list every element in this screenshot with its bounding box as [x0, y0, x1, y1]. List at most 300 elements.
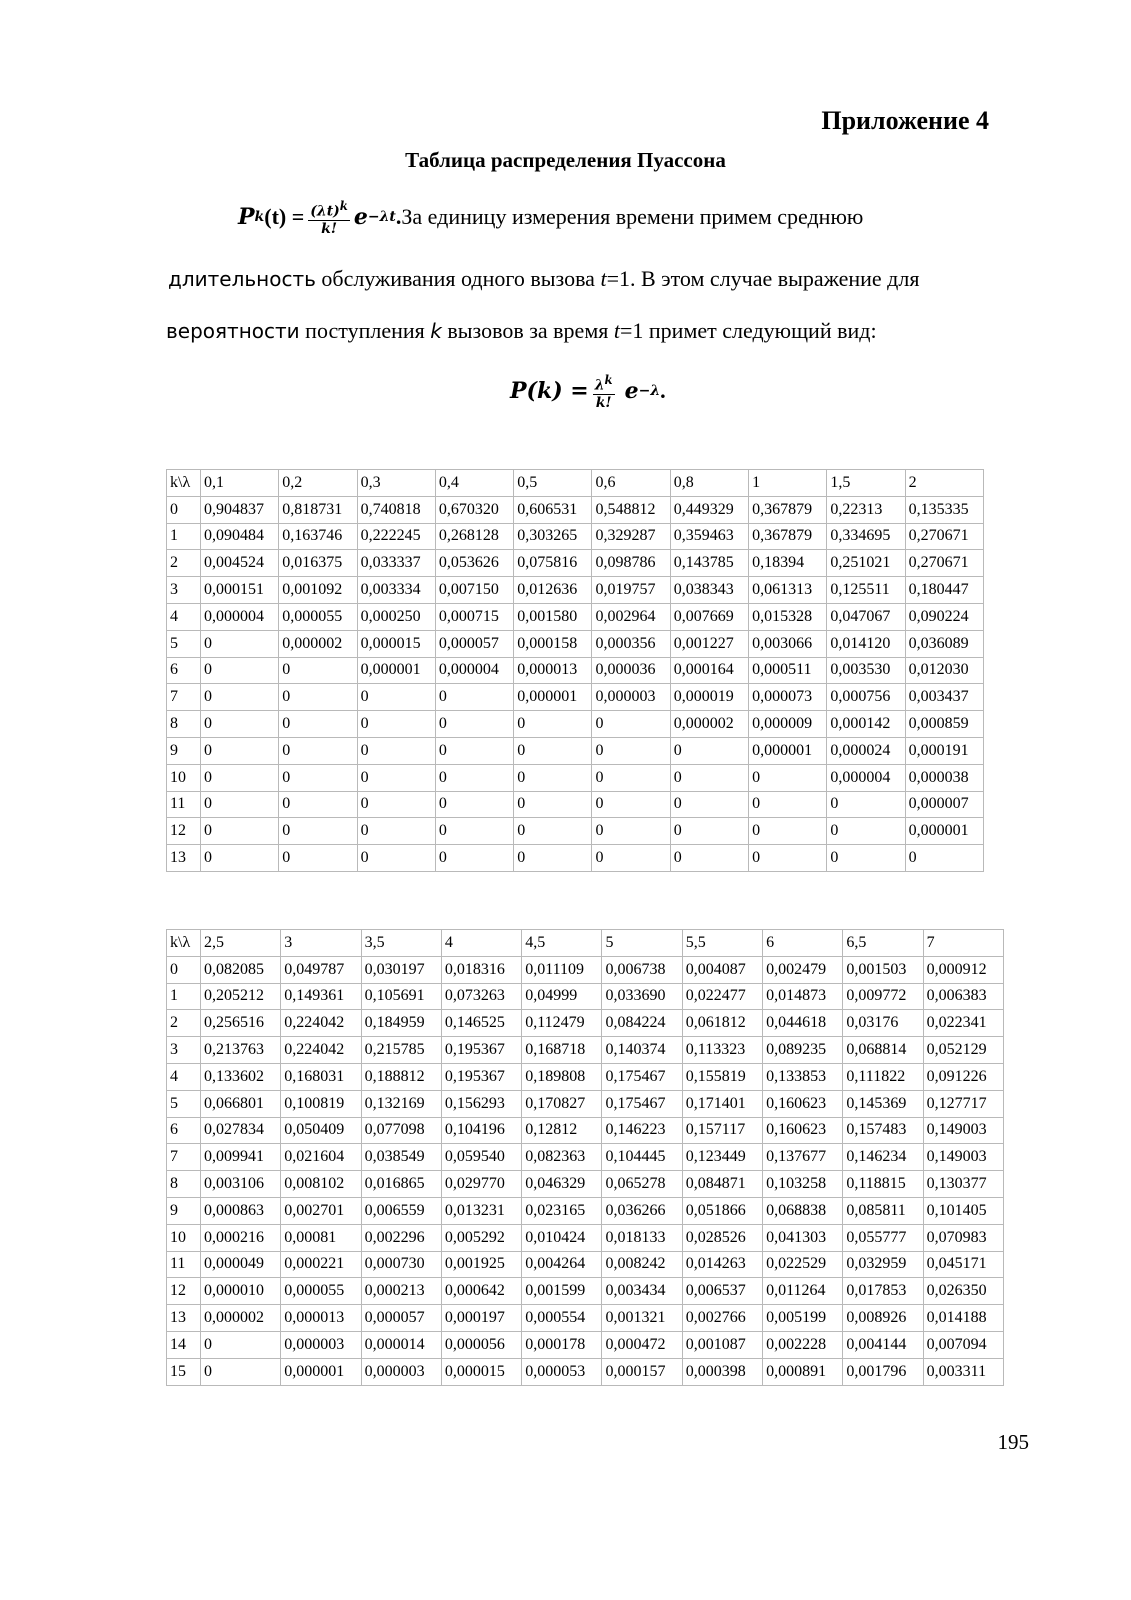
probability-cell: 0,018316 — [441, 956, 521, 983]
probability-cell: 0,149003 — [923, 1144, 1003, 1171]
probability-cell: 0,168031 — [281, 1063, 361, 1090]
probability-cell: 0,213763 — [201, 1037, 281, 1064]
table-row — [167, 550, 984, 577]
probability-cell: 0 — [514, 818, 592, 845]
text-segment: вызовов за время — [441, 318, 614, 343]
probability-cell: 0,195367 — [441, 1063, 521, 1090]
probability-cell: 0,015328 — [749, 603, 827, 630]
probability-cell: 0,000151 — [201, 577, 279, 604]
probability-cell: 0,059540 — [441, 1144, 521, 1171]
probability-cell: 0,145369 — [843, 1090, 923, 1117]
lambda-header-cell: 0,3 — [357, 470, 435, 497]
probability-cell: 0,001092 — [279, 577, 357, 604]
probability-cell: 0,014120 — [827, 630, 905, 657]
lambda-header-cell: 5,5 — [682, 930, 762, 957]
text-segment: поступления — [299, 318, 431, 343]
probability-cell: 0,146223 — [602, 1117, 682, 1144]
probability-cell: 0,100819 — [281, 1090, 361, 1117]
probability-cell: 0,022529 — [763, 1251, 843, 1278]
probability-cell: 0,000057 — [361, 1305, 441, 1332]
formula2-fraction — [593, 372, 615, 411]
k-cell: 5 — [167, 630, 201, 657]
probability-cell: 0,256516 — [201, 1010, 281, 1037]
probability-cell: 0 — [279, 684, 357, 711]
lambda-header-cell: 6,5 — [843, 930, 923, 957]
probability-cell: 0,606531 — [514, 496, 592, 523]
probability-cell: 0,132169 — [361, 1090, 441, 1117]
probability-cell: 0,000730 — [361, 1251, 441, 1278]
probability-cell: 0,334695 — [827, 523, 905, 550]
probability-cell: 0,000164 — [670, 657, 748, 684]
probability-cell: 0,157483 — [843, 1117, 923, 1144]
probability-cell: 0,270671 — [905, 523, 983, 550]
k-cell: 7 — [167, 1144, 201, 1171]
page-number: 195 — [997, 1430, 1029, 1454]
probability-cell: 0,084224 — [602, 1010, 682, 1037]
probability-cell: 0 — [749, 791, 827, 818]
probability-cell: 0 — [435, 737, 513, 764]
probability-cell: 0 — [435, 845, 513, 872]
probability-cell: 0 — [670, 791, 748, 818]
probability-cell: 0,127717 — [923, 1090, 1003, 1117]
probability-cell: 0,004144 — [843, 1331, 923, 1358]
probability-cell: 0,004087 — [682, 956, 762, 983]
probability-cell: 0 — [201, 737, 279, 764]
table-row — [167, 1010, 1004, 1037]
formula-exp-base: e — [353, 204, 368, 231]
formula-exp-power: −λt — [367, 209, 396, 226]
probability-cell: 0,000642 — [441, 1278, 521, 1305]
probability-cell: 0,027834 — [201, 1117, 281, 1144]
probability-cell: 0,009941 — [201, 1144, 281, 1171]
probability-cell: 0,001925 — [441, 1251, 521, 1278]
probability-cell: 0 — [201, 711, 279, 738]
probability-cell: 0,000472 — [602, 1331, 682, 1358]
fraction-denominator: k! — [321, 220, 337, 237]
k-cell: 9 — [167, 1197, 201, 1224]
lambda-header-cell: 1,5 — [827, 470, 905, 497]
probability-cell: 0,018133 — [602, 1224, 682, 1251]
k-cell: 1 — [167, 983, 201, 1010]
fraction-numerator-power: k — [604, 373, 613, 387]
probability-cell: 0,017853 — [843, 1278, 923, 1305]
probability-cell: 0,146234 — [843, 1144, 923, 1171]
probability-cell: 0,084871 — [682, 1171, 762, 1198]
probability-cell: 0 — [749, 845, 827, 872]
table-row — [167, 1305, 1004, 1332]
probability-cell: 0,101405 — [923, 1197, 1003, 1224]
lambda-header-cell: 5 — [602, 930, 682, 957]
variable-t: t — [613, 318, 620, 343]
probability-cell: 0,367879 — [749, 496, 827, 523]
probability-cell: 0,180447 — [905, 577, 983, 604]
probability-cell: 0,189808 — [522, 1063, 602, 1090]
k-cell: 10 — [167, 1224, 201, 1251]
table-row — [167, 496, 984, 523]
probability-cell: 0,548812 — [592, 496, 670, 523]
probability-cell: 0,222245 — [357, 523, 435, 550]
probability-cell: 0,000756 — [827, 684, 905, 711]
probability-cell: 0,089235 — [763, 1037, 843, 1064]
probability-cell: 0,046329 — [522, 1171, 602, 1198]
probability-cell: 0 — [435, 791, 513, 818]
probability-cell: 0,003106 — [201, 1171, 281, 1198]
probability-cell: 0,000002 — [279, 630, 357, 657]
formula2-dot: . — [660, 378, 666, 404]
formula-p-subscript: k — [254, 209, 265, 226]
word-duration: длительность — [168, 267, 316, 291]
formula2-lhs: P(k) = — [510, 378, 589, 405]
k-cell: 1 — [167, 523, 201, 550]
probability-cell: 0,000001 — [905, 818, 983, 845]
probability-cell: 0,003437 — [905, 684, 983, 711]
probability-cell: 0 — [670, 764, 748, 791]
probability-cell: 0,007150 — [435, 577, 513, 604]
probability-cell: 0,006738 — [602, 956, 682, 983]
probability-cell: 0,000002 — [670, 711, 748, 738]
lambda-header-cell: 7 — [923, 930, 1003, 957]
table-row — [167, 523, 984, 550]
probability-cell: 0,001087 — [682, 1331, 762, 1358]
probability-cell: 0,055777 — [843, 1224, 923, 1251]
probability-cell: 0,012636 — [514, 577, 592, 604]
table-row — [167, 657, 984, 684]
lambda-header-cell: 0,5 — [514, 470, 592, 497]
probability-cell: 0 — [201, 1331, 281, 1358]
formula-fraction — [308, 198, 350, 237]
corner-cell: k\λ — [167, 470, 201, 497]
lambda-header-cell: 1 — [749, 470, 827, 497]
table-row — [167, 1224, 1004, 1251]
k-cell: 8 — [167, 1171, 201, 1198]
k-cell: 2 — [167, 1010, 201, 1037]
probability-cell: 0,091226 — [923, 1063, 1003, 1090]
probability-cell: 0,045171 — [923, 1251, 1003, 1278]
k-cell: 13 — [167, 845, 201, 872]
probability-cell: 0 — [279, 764, 357, 791]
probability-cell: 0,007669 — [670, 603, 748, 630]
probability-cell: 0 — [435, 711, 513, 738]
probability-cell: 0,130377 — [923, 1171, 1003, 1198]
paragraph-line-2 — [168, 266, 919, 292]
probability-cell: 0,049787 — [281, 956, 361, 983]
table-row — [167, 1331, 1004, 1358]
lambda-header-cell: 2 — [905, 470, 983, 497]
probability-cell: 0,000053 — [522, 1358, 602, 1385]
probability-cell: 0,038549 — [361, 1144, 441, 1171]
probability-cell: 0,070983 — [923, 1224, 1003, 1251]
probability-cell: 0,184959 — [361, 1010, 441, 1037]
probability-cell: 0,329287 — [592, 523, 670, 550]
probability-cell: 0,367879 — [749, 523, 827, 550]
probability-cell: 0,032959 — [843, 1251, 923, 1278]
probability-cell: 0,014188 — [923, 1305, 1003, 1332]
poisson-formula-unit-time — [510, 372, 666, 411]
probability-cell: 0,160623 — [763, 1090, 843, 1117]
probability-cell: 0,000014 — [361, 1331, 441, 1358]
probability-cell: 0,000912 — [923, 956, 1003, 983]
probability-cell: 0 — [827, 845, 905, 872]
probability-cell: 0,023165 — [522, 1197, 602, 1224]
k-cell: 11 — [167, 1251, 201, 1278]
probability-cell: 0,000002 — [201, 1305, 281, 1332]
probability-cell: 0 — [435, 818, 513, 845]
probability-cell: 0 — [279, 657, 357, 684]
probability-cell: 0,061313 — [749, 577, 827, 604]
probability-cell: 0,000554 — [522, 1305, 602, 1332]
k-cell: 11 — [167, 791, 201, 818]
probability-cell: 0 — [514, 737, 592, 764]
probability-cell: 0 — [514, 711, 592, 738]
probability-cell: 0,175467 — [602, 1090, 682, 1117]
probability-cell: 0,000036 — [592, 657, 670, 684]
probability-cell: 0,000056 — [441, 1331, 521, 1358]
probability-cell: 0,000356 — [592, 630, 670, 657]
probability-cell: 0,000157 — [602, 1358, 682, 1385]
probability-cell: 0,044618 — [763, 1010, 843, 1037]
table-row — [167, 577, 984, 604]
probability-cell: 0,005199 — [763, 1305, 843, 1332]
lambda-header-cell: 3,5 — [361, 930, 441, 957]
probability-cell: 0,003434 — [602, 1278, 682, 1305]
probability-cell: 0,000004 — [827, 764, 905, 791]
probability-cell: 0,03176 — [843, 1010, 923, 1037]
probability-cell: 0 — [201, 764, 279, 791]
lambda-header-cell: 4 — [441, 930, 521, 957]
probability-cell: 0,001321 — [602, 1305, 682, 1332]
probability-cell: 0 — [279, 737, 357, 764]
probability-cell: 0,000004 — [201, 603, 279, 630]
probability-cell: 0,000158 — [514, 630, 592, 657]
lambda-header-cell: 0,4 — [435, 470, 513, 497]
probability-cell: 0,160623 — [763, 1117, 843, 1144]
probability-cell: 0,157117 — [682, 1117, 762, 1144]
probability-cell: 0 — [357, 711, 435, 738]
probability-cell: 0 — [201, 630, 279, 657]
probability-cell: 0,014263 — [682, 1251, 762, 1278]
word-probability: вероятности — [166, 319, 300, 343]
probability-cell: 0,007094 — [923, 1331, 1003, 1358]
table-row — [167, 791, 984, 818]
variable-t: t — [600, 266, 607, 291]
probability-cell: 0,090224 — [905, 603, 983, 630]
formula-p: P — [238, 204, 255, 231]
probability-cell: 0,000001 — [749, 737, 827, 764]
probability-cell: 0,143785 — [670, 550, 748, 577]
probability-cell: 0,000004 — [435, 657, 513, 684]
probability-cell: 0,001580 — [514, 603, 592, 630]
probability-cell: 0 — [514, 791, 592, 818]
probability-cell: 0,047067 — [827, 603, 905, 630]
k-cell: 5 — [167, 1090, 201, 1117]
probability-cell: 0,111822 — [843, 1063, 923, 1090]
table-1-body — [167, 470, 984, 872]
probability-cell: 0,010424 — [522, 1224, 602, 1251]
probability-cell: 0,004264 — [522, 1251, 602, 1278]
probability-cell: 0,000715 — [435, 603, 513, 630]
probability-cell: 0 — [357, 684, 435, 711]
probability-cell: 0,000398 — [682, 1358, 762, 1385]
probability-cell: 0 — [279, 791, 357, 818]
probability-cell: 0 — [201, 684, 279, 711]
probability-cell: 0,000891 — [763, 1358, 843, 1385]
probability-cell: 0,000015 — [357, 630, 435, 657]
probability-cell: 0,000038 — [905, 764, 983, 791]
k-cell: 3 — [167, 577, 201, 604]
page-title: Таблица распределения Пуассона — [405, 148, 726, 172]
k-cell: 12 — [167, 818, 201, 845]
probability-cell: 0 — [357, 818, 435, 845]
probability-cell: 0 — [279, 711, 357, 738]
probability-cell: 0,149003 — [923, 1117, 1003, 1144]
table-row — [167, 737, 984, 764]
lambda-header-cell: 6 — [763, 930, 843, 957]
probability-cell: 0,041303 — [763, 1224, 843, 1251]
probability-cell: 0 — [279, 818, 357, 845]
probability-cell: 0,112479 — [522, 1010, 602, 1037]
probability-cell: 0,359463 — [670, 523, 748, 550]
probability-cell: 0,022341 — [923, 1010, 1003, 1037]
probability-cell: 0,022477 — [682, 983, 762, 1010]
formula-dot: . — [395, 204, 402, 230]
probability-cell: 0,168718 — [522, 1037, 602, 1064]
probability-cell: 0,137677 — [763, 1144, 843, 1171]
lambda-header-cell: 0,2 — [279, 470, 357, 497]
probability-cell: 0,033337 — [357, 550, 435, 577]
table-row — [167, 603, 984, 630]
probability-cell: 0,740818 — [357, 496, 435, 523]
probability-cell: 0,016865 — [361, 1171, 441, 1198]
probability-cell: 0,000057 — [435, 630, 513, 657]
probability-cell: 0,268128 — [435, 523, 513, 550]
poisson-table-2 — [166, 929, 1004, 1386]
k-cell: 4 — [167, 1063, 201, 1090]
probability-cell: 0 — [905, 845, 983, 872]
probability-cell: 0,001599 — [522, 1278, 602, 1305]
text-segment: =1 примет следующий вид: — [620, 318, 877, 343]
probability-cell: 0,000010 — [201, 1278, 281, 1305]
probability-cell: 0,050409 — [281, 1117, 361, 1144]
probability-cell: 0,001796 — [843, 1358, 923, 1385]
probability-cell: 0,105691 — [361, 983, 441, 1010]
probability-cell: 0,021604 — [281, 1144, 361, 1171]
probability-cell: 0,000142 — [827, 711, 905, 738]
table-row — [167, 1090, 1004, 1117]
probability-cell: 0,000859 — [905, 711, 983, 738]
probability-cell: 0 — [279, 845, 357, 872]
probability-cell: 0,028526 — [682, 1224, 762, 1251]
table-row — [167, 764, 984, 791]
probability-cell: 0,008242 — [602, 1251, 682, 1278]
k-cell: 0 — [167, 496, 201, 523]
probability-cell: 0 — [592, 791, 670, 818]
probability-cell: 0,000055 — [279, 603, 357, 630]
fraction-numerator: λ — [594, 377, 605, 394]
probability-cell: 0,061812 — [682, 1010, 762, 1037]
probability-cell: 0,006559 — [361, 1197, 441, 1224]
probability-cell: 0,125511 — [827, 577, 905, 604]
probability-cell: 0,068838 — [763, 1197, 843, 1224]
probability-cell: 0,904837 — [201, 496, 279, 523]
probability-cell: 0,000007 — [905, 791, 983, 818]
probability-cell: 0,135335 — [905, 496, 983, 523]
probability-cell: 0,251021 — [827, 550, 905, 577]
probability-cell: 0,003311 — [923, 1358, 1003, 1385]
table-row — [167, 1171, 1004, 1198]
probability-cell: 0,133853 — [763, 1063, 843, 1090]
probability-cell: 0 — [827, 791, 905, 818]
probability-cell: 0,104196 — [441, 1117, 521, 1144]
probability-cell: 0,077098 — [361, 1117, 441, 1144]
table-row — [167, 1251, 1004, 1278]
probability-cell: 0,270671 — [905, 550, 983, 577]
text-segment: =1. В этом случае выражение для — [606, 266, 920, 291]
probability-cell: 0,156293 — [441, 1090, 521, 1117]
appendix-label: Приложение 4 — [821, 106, 989, 135]
probability-cell: 0,155819 — [682, 1063, 762, 1090]
probability-cell: 0,038343 — [670, 577, 748, 604]
probability-cell: 0,036089 — [905, 630, 983, 657]
probability-cell: 0,12812 — [522, 1117, 602, 1144]
probability-cell: 0,000511 — [749, 657, 827, 684]
text-segment: обслуживания одного вызова — [315, 266, 601, 291]
probability-cell: 0,000015 — [441, 1358, 521, 1385]
probability-cell: 0,014873 — [763, 983, 843, 1010]
k-cell: 2 — [167, 550, 201, 577]
table-row — [167, 1063, 1004, 1090]
lambda-header-cell: 4,5 — [522, 930, 602, 957]
probability-cell: 0 — [201, 657, 279, 684]
probability-cell: 0,195367 — [441, 1037, 521, 1064]
table-row — [167, 818, 984, 845]
probability-cell: 0,133602 — [201, 1063, 281, 1090]
probability-cell: 0 — [670, 845, 748, 872]
table-row — [167, 684, 984, 711]
probability-cell: 0,085811 — [843, 1197, 923, 1224]
lambda-header-cell: 0,1 — [201, 470, 279, 497]
probability-cell: 0,066801 — [201, 1090, 281, 1117]
lambda-header-cell: 2,5 — [201, 930, 281, 957]
probability-cell: 0,000013 — [281, 1305, 361, 1332]
lambda-header-cell: 0,8 — [670, 470, 748, 497]
k-cell: 3 — [167, 1037, 201, 1064]
k-cell: 0 — [167, 956, 201, 983]
probability-cell: 0 — [357, 737, 435, 764]
probability-cell: 0,098786 — [592, 550, 670, 577]
probability-cell: 0,818731 — [279, 496, 357, 523]
probability-cell: 0 — [670, 818, 748, 845]
probability-cell: 0 — [357, 764, 435, 791]
probability-cell: 0,003334 — [357, 577, 435, 604]
probability-cell: 0 — [592, 845, 670, 872]
probability-cell: 0,140374 — [602, 1037, 682, 1064]
table-header-row — [167, 470, 984, 497]
poisson-formula-general — [238, 198, 863, 237]
table-2-body — [167, 930, 1004, 1386]
table-row — [167, 956, 1004, 983]
probability-cell: 0,000178 — [522, 1331, 602, 1358]
probability-cell: 0,000216 — [201, 1224, 281, 1251]
probability-cell: 0,002701 — [281, 1197, 361, 1224]
probability-cell: 0,449329 — [670, 496, 748, 523]
probability-cell: 0,224042 — [281, 1037, 361, 1064]
probability-cell: 0,026350 — [923, 1278, 1003, 1305]
probability-cell: 0,051866 — [682, 1197, 762, 1224]
probability-cell: 0,004524 — [201, 550, 279, 577]
probability-cell: 0,000191 — [905, 737, 983, 764]
probability-cell: 0,005292 — [441, 1224, 521, 1251]
k-cell: 6 — [167, 1117, 201, 1144]
